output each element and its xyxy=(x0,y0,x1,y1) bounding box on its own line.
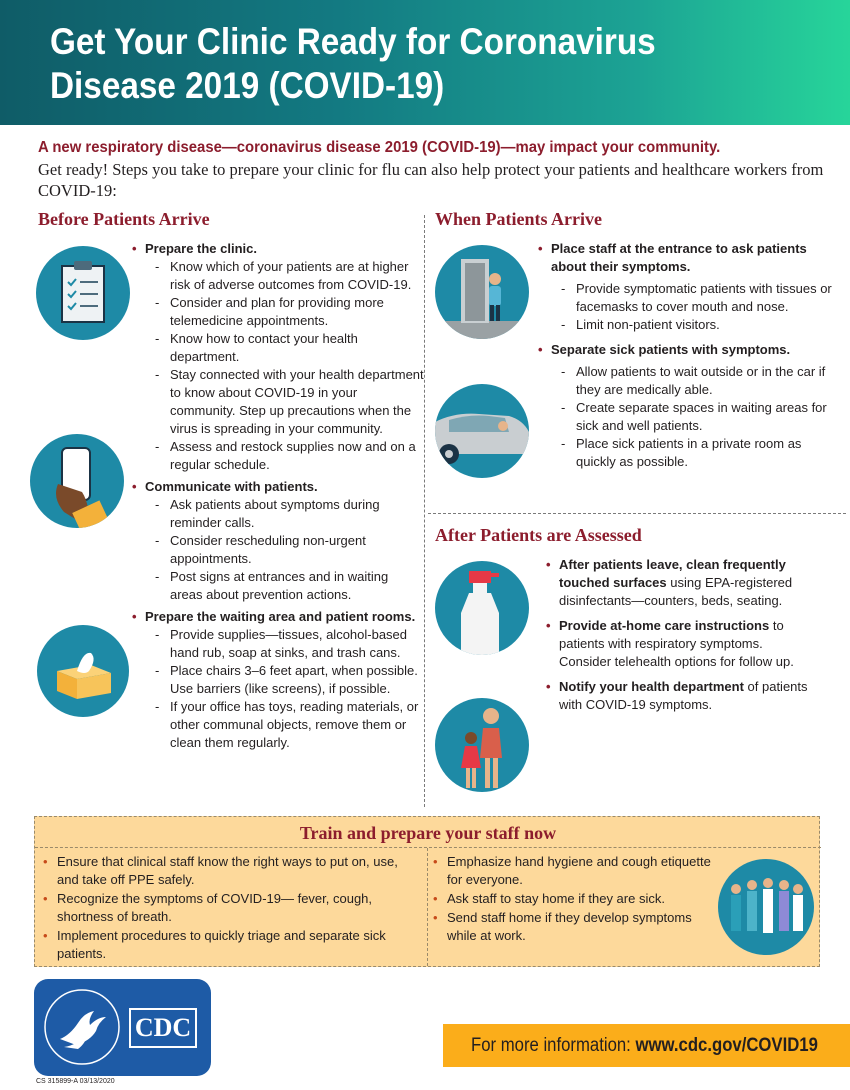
staff-group-icon xyxy=(718,859,814,955)
when-group-1-head: • Separate sick patients with symptoms. xyxy=(538,341,834,359)
phone-hand-icon xyxy=(30,434,124,528)
after-content xyxy=(546,556,816,714)
train-right-list xyxy=(433,853,723,946)
train-title: Train and prepare your staff now xyxy=(299,823,557,843)
family-icon xyxy=(435,698,529,792)
document-id: CS 315899-A 03/13/2020 xyxy=(36,1078,115,1085)
list-item: - Allow patients to wait outside or in the car if they are medically able. xyxy=(538,363,834,399)
before-group-0-head: • Prepare the clinic. xyxy=(132,240,424,258)
list-item: - Assess and restock supplies now and on a regular schedule. xyxy=(132,438,424,474)
list-item: • Implement procedures to quickly triage and separate sick patients. xyxy=(43,927,403,963)
list-item: - Stay connected with your health department to know about COVID-19 in your community. Step up precautions when the virus is spreading in your community. xyxy=(132,366,424,438)
door-person-icon xyxy=(435,245,529,339)
after-item: • After patients leave, clean frequently touched surfaces using EPA-registered disinfectants—counters, beds, seating. xyxy=(546,556,816,610)
clipboard-icon xyxy=(36,246,130,340)
list-item: - Place sick patients in a private room as quickly as possible. xyxy=(538,435,834,471)
more-info-link[interactable]: www.cdc.gov/COVID19 xyxy=(635,1035,818,1056)
list-item: • Ask staff to stay home if they are sick. xyxy=(433,890,723,908)
train-column-divider xyxy=(427,848,428,966)
before-group-1-head: • Communicate with patients. xyxy=(132,478,424,496)
before-title: Before Patients Arrive xyxy=(38,209,210,229)
section-divider xyxy=(428,513,846,514)
after-item: • Notify your health department of patients with COVID-19 symptoms. xyxy=(546,678,816,714)
car-icon xyxy=(435,384,529,478)
title-banner xyxy=(0,0,850,125)
intro-lead: A new respiratory disease—coronavirus disease 2019 (COVID-19)—may impact your community. xyxy=(38,139,721,156)
list-item: - Provide symptomatic patients with tissues or facemasks to cover mouth and nose. xyxy=(538,280,834,316)
train-divider xyxy=(35,847,821,848)
when-group-0-head: • Place staff at the entrance to ask patients about their symptoms. xyxy=(538,240,834,276)
more-info-label: For more information: xyxy=(471,1035,636,1056)
list-item: - Provide supplies—tissues, alcohol-based hand rub, soap at sinks, and trash cans. xyxy=(132,626,424,662)
column-divider xyxy=(424,215,425,807)
cdc-logo-text: CDC xyxy=(134,1013,192,1042)
page-title: Get Your Clinic Ready for Coronavirus Disease 2019 (COVID-19) xyxy=(50,21,656,106)
list-item: - Limit non-patient visitors. xyxy=(538,316,834,334)
list-item: • Recognize the symptoms of COVID-19— fever, cough, shortness of breath. xyxy=(43,890,403,926)
when-content xyxy=(538,240,834,471)
train-staff-box xyxy=(34,816,820,967)
tissue-box-icon xyxy=(37,625,129,717)
list-item: - Consider and plan for providing more telemedicine appointments. xyxy=(132,294,424,330)
after-item: • Provide at-home care instructions to patients with respiratory symptoms. Consider telehealth options for follow up. xyxy=(546,617,816,671)
list-item: - Ask patients about symptoms during reminder calls. xyxy=(132,496,424,532)
list-item: • Ensure that clinical staff know the right ways to put on, use, and take off PPE safely. xyxy=(43,853,403,889)
list-item: - If your office has toys, reading materials, or other communal objects, remove them or clean them regularly. xyxy=(132,698,424,752)
before-content xyxy=(132,240,424,752)
more-info-bar xyxy=(443,1024,850,1067)
list-item: - Post signs at entrances and in waiting areas about prevention actions. xyxy=(132,568,424,604)
list-item: - Place chairs 3–6 feet apart, when possible. Use barriers (like screens), if possible. xyxy=(132,662,424,698)
list-item: - Know how to contact your health department. xyxy=(132,330,424,366)
list-item: - Know which of your patients are at higher risk of adverse outcomes from COVID-19. xyxy=(132,258,424,294)
after-title: After Patients are Assessed xyxy=(435,525,642,545)
train-left-list xyxy=(43,853,403,964)
intro-text: Get ready! Steps you take to prepare your clinic for flu can also help protect your patients and healthcare workers from COVID-19: xyxy=(38,160,824,200)
hhs-cdc-logo xyxy=(34,979,211,1076)
list-item: • Emphasize hand hygiene and cough etiquette for everyone. xyxy=(433,853,723,889)
before-group-2-head: • Prepare the waiting area and patient rooms. xyxy=(132,608,424,626)
spray-bottle-icon xyxy=(435,561,529,655)
list-item: - Create separate spaces in waiting areas for sick and well patients. xyxy=(538,399,834,435)
list-item: - Consider rescheduling non-urgent appointments. xyxy=(132,532,424,568)
when-title: When Patients Arrive xyxy=(435,209,602,229)
list-item: • Send staff home if they develop symptoms while at work. xyxy=(433,909,723,945)
